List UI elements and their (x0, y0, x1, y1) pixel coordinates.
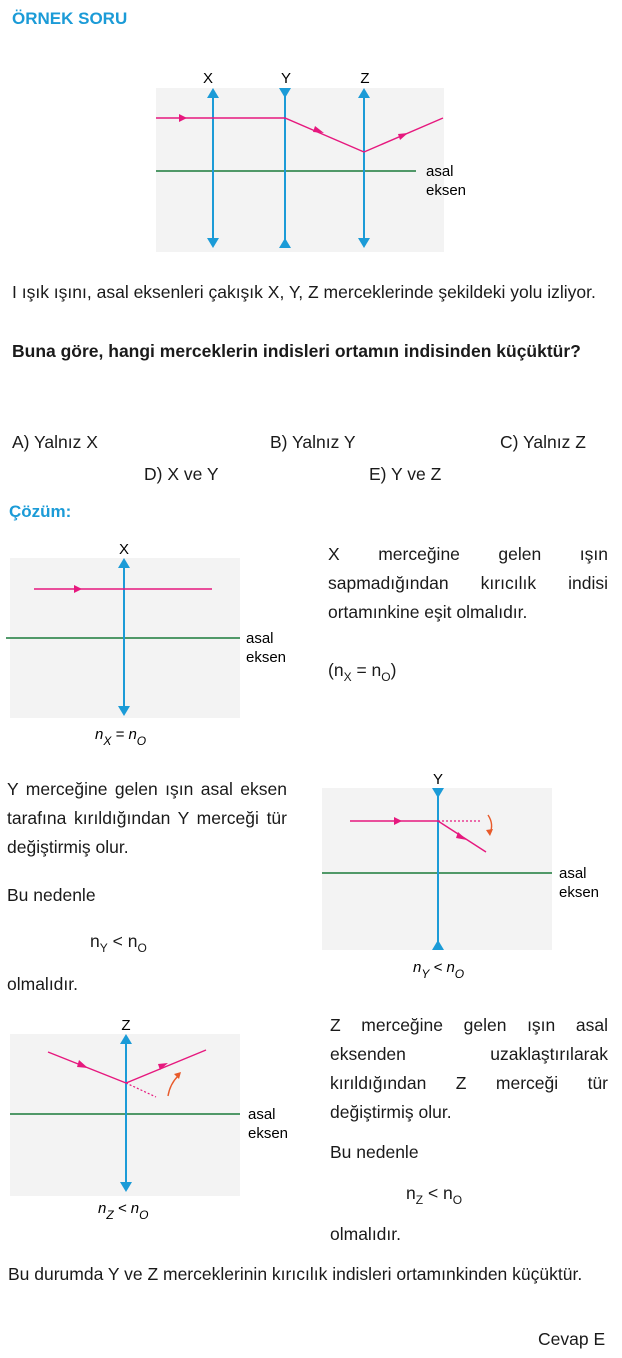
lens-y-label: Y (280, 70, 292, 87)
axis-label-eksen: eksen (246, 649, 287, 666)
option-e[interactable]: E) Y ve Z (369, 464, 442, 484)
section-title: ÖRNEK SORU (12, 9, 128, 28)
index-relation-y: $n_Y < n_O$ (413, 959, 465, 981)
y-explanation: Y merceğine gelen ışın asal eksen tarafına kırıldığından Y merceği tür değiştirmiş olur. (7, 779, 287, 857)
axis-label-eksen: eksen (248, 1125, 289, 1142)
x-explanation: X merceğine gelen ışın sapmadığından kırıcılık indisi ortamınkine eşit olmalıdır. (328, 544, 608, 622)
z-reason: Bu nedenle (330, 1142, 419, 1162)
option-c[interactable]: C) Yalnız Z (500, 432, 586, 452)
figure-lenses-xyz (150, 62, 480, 260)
y-conclusion: olmalıdır. (7, 974, 78, 994)
option-a[interactable]: A) Yalnız X (12, 432, 98, 452)
axis-label-asal: asal (559, 865, 587, 882)
figure-lens-y (318, 766, 618, 986)
y-equation: $n_Y < n_O$ (90, 931, 147, 955)
question-text: I ışık ışını, asal eksenleri çakışık X, Y, Z merceklerinde şekildeki yolu izliyor. (12, 282, 596, 302)
z-explanation: Z merceğine gelen ışın asal eksenden uzaklaştırılarak kırıldığından Z merceği tür değiştirmiş olur. (330, 1015, 608, 1122)
figure-lens-x (6, 536, 306, 756)
final-statement: Bu durumda Y ve Z merceklerinin kırıcılık indisleri ortamınkinden küçüktür. (8, 1264, 583, 1284)
lens-y-label: Y (432, 771, 444, 788)
lens-x-label: X (118, 541, 130, 558)
lens-z-label: Z (360, 70, 370, 87)
option-d[interactable]: D) X ve Y (144, 464, 219, 484)
axis-label-eksen: eksen (559, 884, 600, 901)
axis-label-asal: asal (426, 163, 454, 180)
figure-panel (156, 88, 444, 252)
z-conclusion: olmalıdır. (330, 1224, 401, 1244)
axis-label-asal: asal (246, 630, 274, 647)
lens-z-label: Z (121, 1017, 131, 1034)
figure-lens-z (6, 1012, 306, 1232)
index-relation-x: $n_X = n_O$ (95, 726, 147, 748)
answer-label: Cevap E (538, 1329, 606, 1349)
y-reason: Bu nedenle (7, 885, 96, 905)
axis-label-eksen: eksen (426, 182, 467, 199)
solution-title: Çözüm: (9, 502, 72, 521)
x-equation: $(n_X = n_O)$ (328, 660, 397, 684)
lens-x-label: X (202, 70, 214, 87)
option-b[interactable]: B) Yalnız Y (270, 432, 356, 452)
z-equation: $n_Z < n_O$ (406, 1183, 463, 1207)
index-relation-z: $n_Z < n_O$ (98, 1200, 149, 1222)
question-prompt: Buna göre, hangi merceklerin indisleri ortamın indisinden küçüktür? (12, 341, 581, 361)
axis-label-asal: asal (248, 1106, 276, 1123)
